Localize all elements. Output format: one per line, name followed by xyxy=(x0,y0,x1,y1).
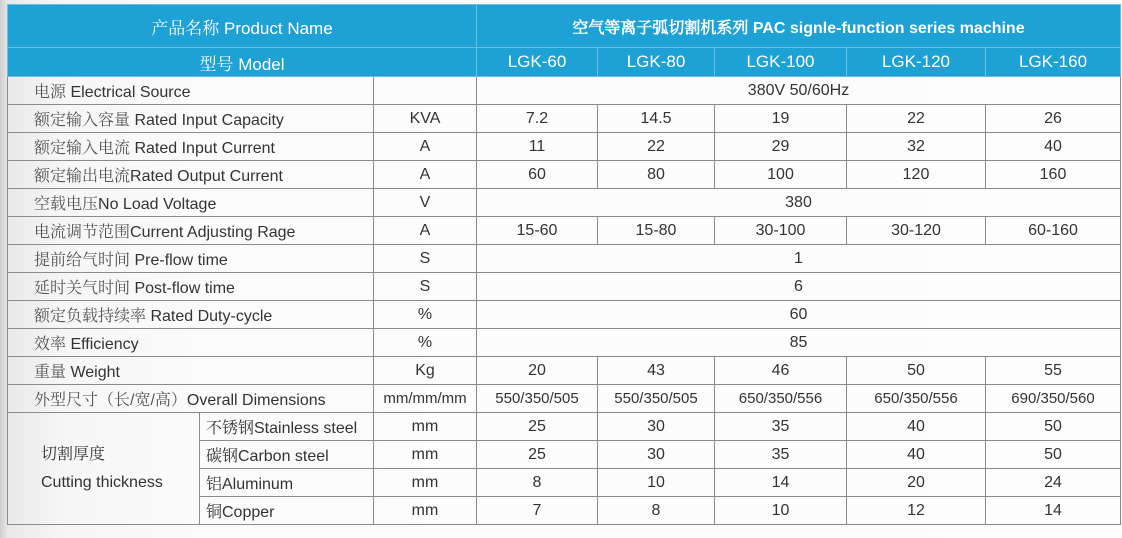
unit-cell: S xyxy=(374,245,477,273)
value-cell: 7 xyxy=(477,497,598,525)
value-cell: 15-80 xyxy=(598,217,715,245)
model-lgk-160: LGK-160 xyxy=(986,48,1121,77)
merged-value: 60 xyxy=(477,301,1121,329)
merged-value: 6 xyxy=(477,273,1121,301)
value-cell: 10 xyxy=(715,497,847,525)
unit-cell: A xyxy=(374,133,477,161)
table-row xyxy=(8,77,1121,105)
value-cell: 160 xyxy=(986,161,1121,189)
material-label: 铜Copper xyxy=(200,497,374,525)
value-cell: 30 xyxy=(598,441,715,469)
row-label: 效率 Efficiency xyxy=(8,329,374,357)
row-label: 提前给气时间 Pre-flow time xyxy=(8,245,374,273)
value-cell: 8 xyxy=(598,497,715,525)
unit-cell: KVA xyxy=(374,105,477,133)
header-row-product xyxy=(8,5,1121,48)
table-row xyxy=(8,329,1121,357)
value-cell: 15-60 xyxy=(477,217,598,245)
model-header: 型号 Model xyxy=(8,48,477,77)
merged-value: 85 xyxy=(477,329,1121,357)
value-cell: 650/350/556 xyxy=(715,385,847,413)
value-cell: 60-160 xyxy=(986,217,1121,245)
unit-cell: mm/mm/mm xyxy=(374,385,477,413)
table-row xyxy=(8,245,1121,273)
value-cell: 10 xyxy=(598,469,715,497)
value-cell: 650/350/556 xyxy=(847,385,986,413)
value-cell: 20 xyxy=(477,357,598,385)
value-cell: 12 xyxy=(847,497,986,525)
table-row xyxy=(8,217,1121,245)
value-cell: 690/350/560 xyxy=(986,385,1121,413)
row-label: 电源 Electrical Source xyxy=(8,77,374,105)
value-cell: 40 xyxy=(847,441,986,469)
value-cell: 7.2 xyxy=(477,105,598,133)
value-cell: 30 xyxy=(598,413,715,441)
table-row xyxy=(8,273,1121,301)
value-cell: 25 xyxy=(477,441,598,469)
value-cell: 19 xyxy=(715,105,847,133)
material-label: 铝Aluminum xyxy=(200,469,374,497)
table-row xyxy=(8,161,1121,189)
value-cell: 29 xyxy=(715,133,847,161)
unit-cell: % xyxy=(374,329,477,357)
table-row xyxy=(8,133,1121,161)
merged-value: 1 xyxy=(477,245,1121,273)
value-cell: 22 xyxy=(598,133,715,161)
value-cell: 55 xyxy=(986,357,1121,385)
row-label: 重量 Weight xyxy=(8,357,374,385)
value-cell: 100 xyxy=(715,161,847,189)
model-lgk-100: LGK-100 xyxy=(715,48,847,77)
cutting-thickness-group-label: 切割厚度 Cutting thickness xyxy=(8,413,200,525)
series-title: 空气等离子弧切割机系列 PAC signle-function series machine xyxy=(477,5,1121,48)
table-row xyxy=(8,413,1121,441)
value-cell: 50 xyxy=(986,413,1121,441)
value-cell: 550/350/505 xyxy=(477,385,598,413)
value-cell: 14 xyxy=(986,497,1121,525)
table-row xyxy=(8,385,1121,413)
value-cell: 26 xyxy=(986,105,1121,133)
value-cell: 30-120 xyxy=(847,217,986,245)
value-cell: 8 xyxy=(477,469,598,497)
unit-cell: S xyxy=(374,273,477,301)
value-cell: 11 xyxy=(477,133,598,161)
value-cell: 14 xyxy=(715,469,847,497)
material-label: 碳钢Carbon steel xyxy=(200,441,374,469)
value-cell: 80 xyxy=(598,161,715,189)
unit-cell xyxy=(374,77,477,105)
value-cell: 35 xyxy=(715,441,847,469)
value-cell: 40 xyxy=(847,413,986,441)
unit-cell: A xyxy=(374,161,477,189)
value-cell: 46 xyxy=(715,357,847,385)
value-cell: 35 xyxy=(715,413,847,441)
unit-cell: A xyxy=(374,217,477,245)
table-row xyxy=(8,357,1121,385)
value-cell: 25 xyxy=(477,413,598,441)
value-cell: 20 xyxy=(847,469,986,497)
merged-value: 380 xyxy=(477,189,1121,217)
spec-table xyxy=(7,4,1121,525)
table-row xyxy=(8,189,1121,217)
value-cell: 30-100 xyxy=(715,217,847,245)
row-label: 空载电压No Load Voltage xyxy=(8,189,374,217)
material-label: 不锈钢Stainless steel xyxy=(200,413,374,441)
unit-cell: mm xyxy=(374,497,477,525)
product-name-header: 产品名称 Product Name xyxy=(8,5,477,48)
row-label: 延时关气时间 Post-flow time xyxy=(8,273,374,301)
unit-cell: mm xyxy=(374,441,477,469)
table-row xyxy=(8,301,1121,329)
row-label: 电流调节范围Current Adjusting Rage xyxy=(8,217,374,245)
unit-cell: V xyxy=(374,189,477,217)
value-cell: 60 xyxy=(477,161,598,189)
model-lgk-80: LGK-80 xyxy=(598,48,715,77)
model-lgk-120: LGK-120 xyxy=(847,48,986,77)
value-cell: 24 xyxy=(986,469,1121,497)
model-lgk-60: LGK-60 xyxy=(477,48,598,77)
row-label: 外型尺寸（长/宽/高）Overall Dimensions xyxy=(8,385,374,413)
row-label: 额定输入电流 Rated Input Current xyxy=(8,133,374,161)
value-cell: 120 xyxy=(847,161,986,189)
value-cell: 14.5 xyxy=(598,105,715,133)
merged-value: 380V 50/60Hz xyxy=(477,77,1121,105)
unit-cell: % xyxy=(374,301,477,329)
value-cell: 550/350/505 xyxy=(598,385,715,413)
value-cell: 50 xyxy=(986,441,1121,469)
table-row xyxy=(8,105,1121,133)
header-row-model xyxy=(8,48,1121,77)
value-cell: 50 xyxy=(847,357,986,385)
value-cell: 22 xyxy=(847,105,986,133)
row-label: 额定负载持续率 Rated Duty-cycle xyxy=(8,301,374,329)
value-cell: 32 xyxy=(847,133,986,161)
unit-cell: mm xyxy=(374,413,477,441)
row-label: 额定输入容量 Rated Input Capacity xyxy=(8,105,374,133)
value-cell: 40 xyxy=(986,133,1121,161)
unit-cell: Kg xyxy=(374,357,477,385)
row-label: 额定输出电流Rated Output Current xyxy=(8,161,374,189)
unit-cell: mm xyxy=(374,469,477,497)
value-cell: 43 xyxy=(598,357,715,385)
